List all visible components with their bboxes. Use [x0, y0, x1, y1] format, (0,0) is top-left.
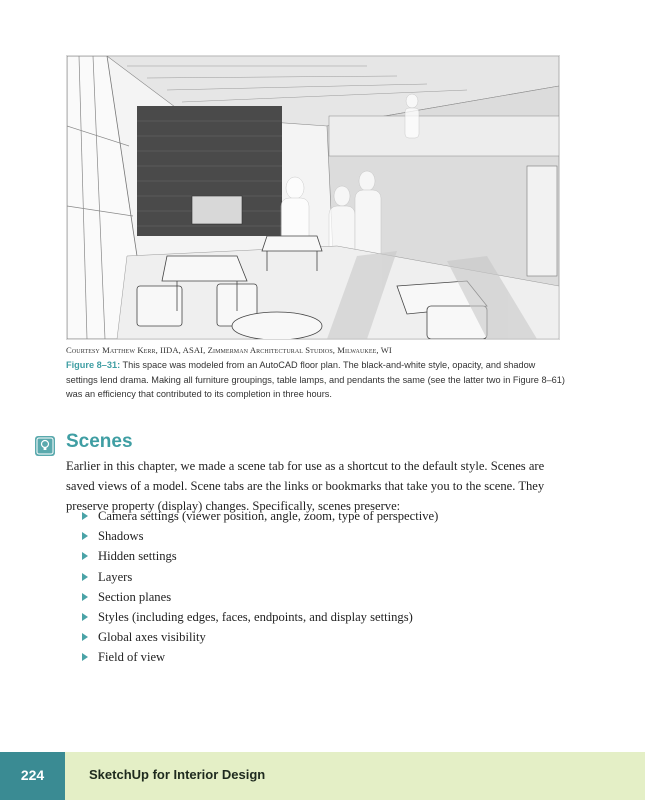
section-body-text: Earlier in this chapter, we made a scene tab for use as a shortcut to the default style. Scenes are saved views of a model. Scene tabs are the links or bookmarks that take you to the scene. They preserve property (display) changes. Specifically, scenes preserve:: [66, 459, 545, 513]
list-item: Layers: [80, 567, 438, 587]
bullet-arrow-icon: [82, 532, 88, 540]
list-item: Shadows: [80, 526, 438, 546]
figure-image: [66, 55, 560, 340]
tip-lightbulb-icon: [35, 436, 55, 456]
figure-caption-label: Figure 8–31:: [66, 360, 121, 370]
bullet-arrow-icon: [82, 552, 88, 560]
list-item: Global axes visibility: [80, 627, 438, 647]
figure-credit: Courtesy Matthew Kerr, IIDA, ASAI, Zimmerman Architectural Studios, Milwaukee, WI: [66, 345, 392, 355]
scene-properties-list: [80, 506, 438, 668]
list-item: Field of view: [80, 647, 438, 667]
page-footer: [0, 752, 645, 800]
bullet-arrow-icon: [82, 512, 88, 520]
book-title: SketchUp for Interior Design: [89, 767, 266, 782]
bullet-arrow-icon: [82, 593, 88, 601]
bullet-arrow-icon: [82, 653, 88, 661]
page-number: 224: [0, 752, 65, 800]
interior-rendering-image: [67, 56, 559, 339]
list-item: Styles (including edges, faces, endpoints, and display settings): [80, 607, 438, 627]
section-heading: Scenes: [66, 431, 133, 452]
bullet-arrow-icon: [82, 613, 88, 621]
figure-caption-text: This space was modeled from an AutoCAD floor plan. The black-and-white style, opacity, and shadow settings lend drama. Making all furniture groupings, table lamps, and pendants the same (see the latter two in Figure 8–61) was an efficiency that contributed to its completion in three hours.: [66, 360, 565, 399]
list-item: Section planes: [80, 587, 438, 607]
bullet-arrow-icon: [82, 573, 88, 581]
bullet-arrow-icon: [82, 633, 88, 641]
list-item: Camera settings (viewer position, angle, zoom, type of perspective): [80, 506, 438, 526]
figure-caption: [66, 358, 566, 402]
list-item: Hidden settings: [80, 546, 438, 566]
